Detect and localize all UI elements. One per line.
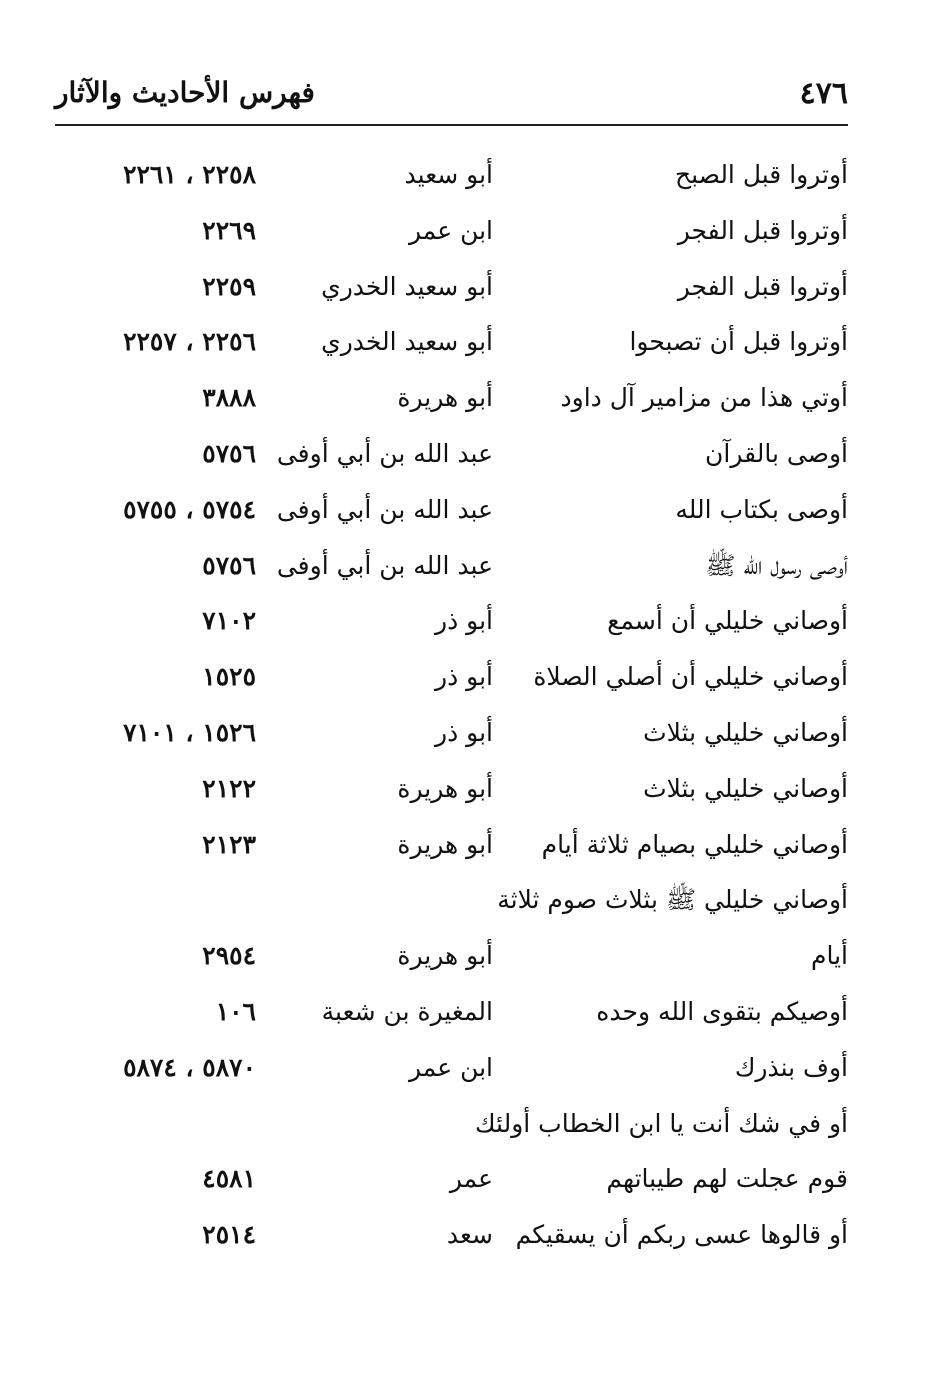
index-entry	[55, 150, 848, 206]
hadith-text: أوصى بكتاب الله	[675, 494, 848, 524]
index-entry	[55, 1043, 848, 1099]
page-header	[55, 70, 848, 122]
running-title: فهرس الأحاديث والآثار	[55, 76, 315, 109]
page-number: ٤٧٦	[799, 76, 848, 111]
hadith-text: قوم عجلت لهم طيباتهم	[606, 1164, 848, 1194]
narrator-name: أبو ذر	[435, 662, 493, 692]
hadith-numbers: ٢١٢٣	[202, 829, 256, 859]
index-entry	[55, 1099, 848, 1155]
hadith-text: أوصاني خليلي ﷺ بثلاث صوم ثلاثة	[497, 885, 848, 915]
narrator-name: أبو هريرة	[397, 773, 493, 803]
hadith-numbers: ٢٥١٤	[202, 1220, 256, 1250]
index-entry	[55, 206, 848, 262]
hadith-numbers: ٥٨٧٠ ، ٥٨٧٤	[123, 1052, 256, 1082]
index-entry	[55, 1154, 848, 1210]
narrator-name: ابن عمر	[408, 1052, 493, 1082]
index-entry	[55, 541, 848, 597]
hadith-numbers: ٢٢٥٩	[202, 271, 256, 301]
hadith-text: أوصى بالقرآن	[705, 438, 848, 468]
hadith-numbers: ٣٨٨٨	[202, 383, 256, 413]
hadith-text: أوصاني خليلي بثلاث	[643, 773, 848, 803]
index-entry	[55, 373, 848, 429]
index-entry	[55, 764, 848, 820]
hadith-numbers: ٥٧٥٤ ، ٥٧٥٥	[123, 494, 256, 524]
hadith-numbers: ١٥٢٦ ، ٧١٠١	[123, 717, 256, 747]
hadith-numbers: ٤٥٨١	[202, 1164, 256, 1194]
index-entry	[55, 708, 848, 764]
narrator-name: أبو سعيد الخدري	[321, 271, 493, 301]
index-entry	[55, 317, 848, 373]
hadith-text: أوصاني خليلي بثلاث	[643, 717, 848, 747]
index-entry	[55, 987, 848, 1043]
index-entry	[55, 429, 848, 485]
hadith-numbers: ٢١٢٢	[202, 773, 256, 803]
hadith-index-list	[55, 150, 848, 1266]
hadith-text: أو قالوها عسى ربكم أن يسقيكم	[515, 1220, 848, 1250]
narrator-name: عبد الله بن أبي أوفى	[276, 438, 493, 468]
hadith-numbers: ٢٢٦٩	[202, 215, 256, 245]
hadith-numbers: ٢٩٥٤	[202, 941, 256, 971]
narrator-name: سعد	[446, 1220, 493, 1250]
narrator-name: أبو ذر	[435, 717, 493, 747]
index-entry	[55, 1210, 848, 1266]
index-entry	[55, 931, 848, 987]
hadith-numbers: ١٥٢٥	[202, 662, 256, 692]
hadith-text: أو في شك أنت يا ابن الخطاب أولئك	[474, 1108, 848, 1138]
narrator-name: المغيرة بن شعبة	[321, 996, 493, 1026]
index-entry	[55, 485, 848, 541]
header-divider	[55, 124, 848, 126]
hadith-text: أوتروا قبل الفجر	[677, 271, 848, 301]
narrator-name: أبو هريرة	[397, 941, 493, 971]
hadith-text: أوف بنذرك	[734, 1052, 848, 1082]
hadith-numbers: ٢٢٥٦ ، ٢٢٥٧	[123, 327, 256, 357]
narrator-name: أبو هريرة	[397, 383, 493, 413]
hadith-numbers: ٥٧٥٦	[202, 550, 256, 580]
index-entry	[55, 820, 848, 876]
hadith-text: أوصاني خليلي أن أصلي الصلاة	[533, 662, 848, 692]
hadith-text: أوصاني خليلي أن أسمع	[607, 606, 848, 636]
hadith-numbers: ١٠٦	[215, 996, 256, 1026]
narrator-name: عبد الله بن أبي أوفى	[276, 550, 493, 580]
narrator-name: أبو هريرة	[397, 829, 493, 859]
narrator-name: أبو ذر	[435, 606, 493, 636]
hadith-text: أيام	[811, 941, 848, 971]
index-entry	[55, 652, 848, 708]
narrator-name: أبو سعيد	[404, 160, 493, 189]
hadith-numbers: ٢٢٥٨ ، ٢٢٦١	[123, 160, 256, 189]
narrator-name: أبو سعيد الخدري	[321, 327, 493, 357]
hadith-text: أوصيكم بتقوى الله وحده	[596, 996, 848, 1026]
index-entry	[55, 875, 848, 931]
hadith-text: أوصى رسول الله ﷺ	[705, 550, 848, 580]
hadith-text: أوتروا قبل الفجر	[677, 215, 848, 245]
narrator-name: عمر	[449, 1164, 493, 1194]
narrator-name: عبد الله بن أبي أوفى	[276, 494, 493, 524]
hadith-numbers: ٥٧٥٦	[202, 438, 256, 468]
hadith-text: أوتي هذا من مزامير آل داود	[560, 383, 848, 413]
index-entry	[55, 262, 848, 318]
index-entry	[55, 596, 848, 652]
hadith-text: أوتروا قبل أن تصبحوا	[629, 327, 848, 357]
narrator-name: ابن عمر	[408, 215, 493, 245]
hadith-text: أوتروا قبل الصبح	[674, 160, 848, 189]
hadith-numbers: ٧١٠٢	[202, 606, 256, 636]
hadith-text: أوصاني خليلي بصيام ثلاثة أيام	[541, 829, 848, 859]
